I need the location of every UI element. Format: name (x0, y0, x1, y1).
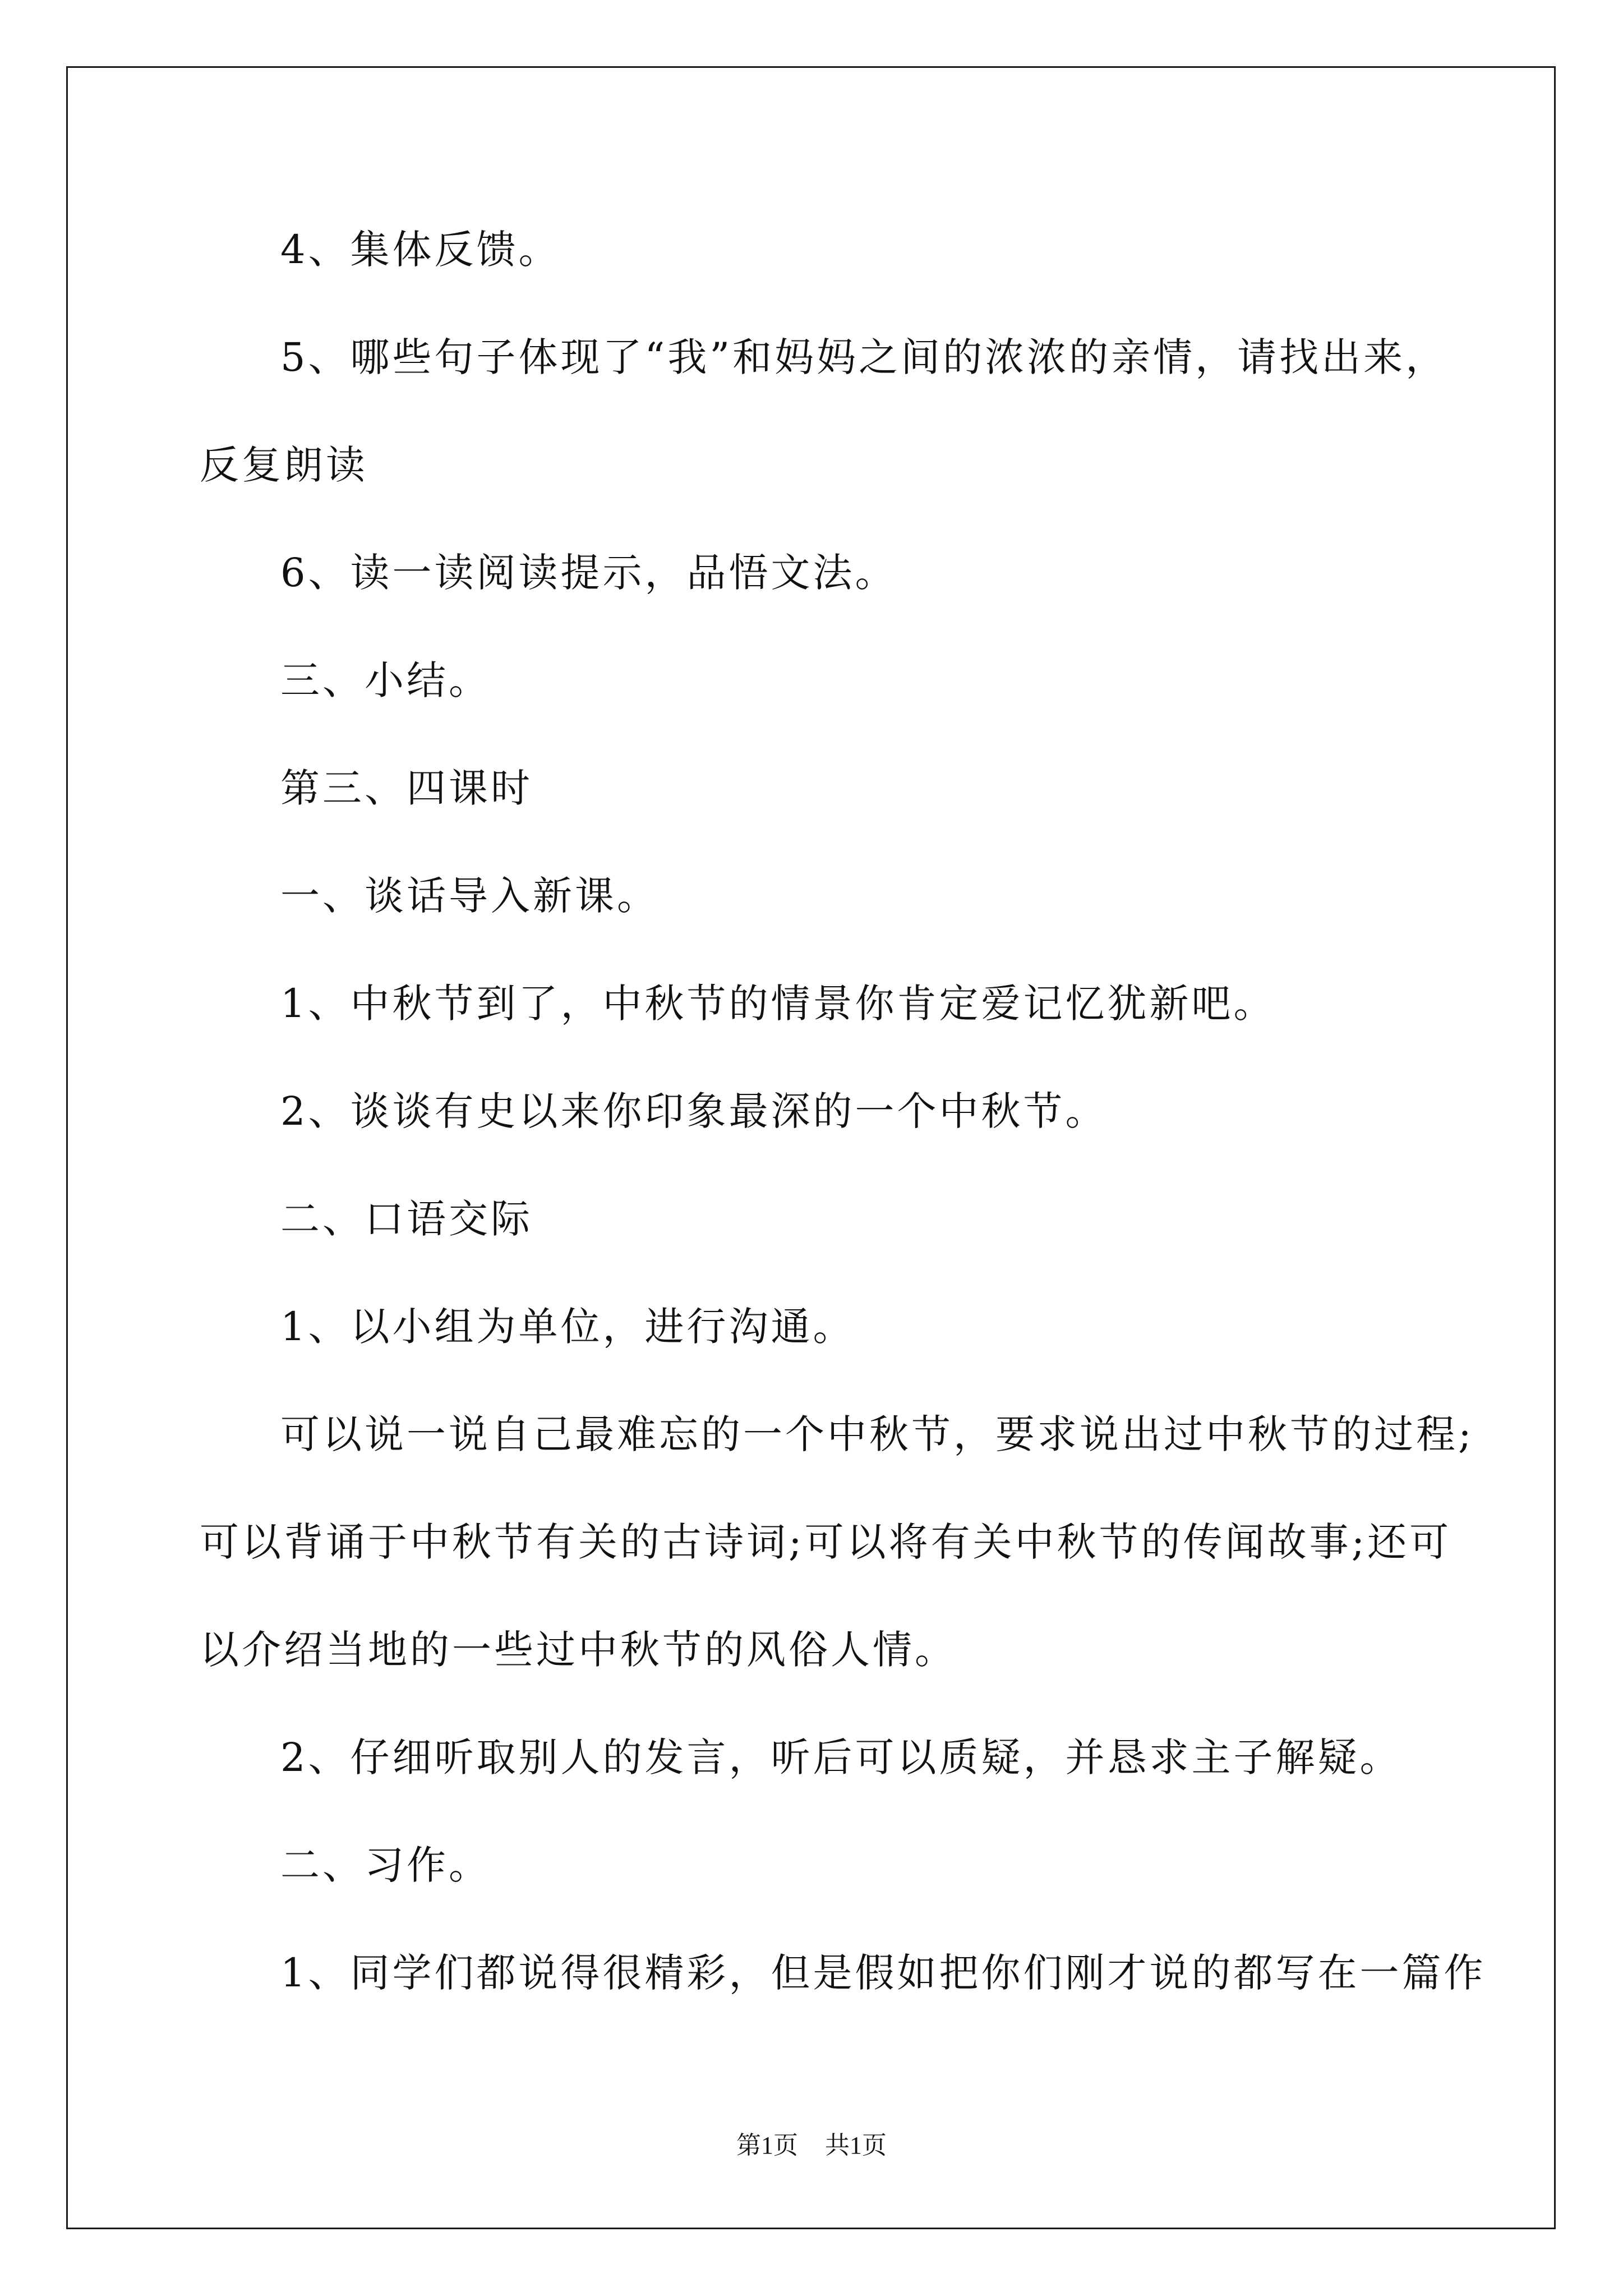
text-line: 4、集体反馈。 (280, 227, 561, 273)
text-line: 5、哪些句子体现了“我”和妈妈之间的浓浓的亲情，请找出来， (280, 334, 1448, 380)
text-line: 反复朗读 (200, 442, 368, 488)
text-line: 二、口语交际 (280, 1196, 533, 1242)
text-line: 第三、四课时 (280, 765, 533, 811)
text-line: 6、读一读阅读提示，品悟文法。 (280, 550, 897, 596)
page-total: 共1页 (825, 2132, 887, 2159)
text-line: 2、谈谈有史以来你印象最深的一个中秋节。 (280, 1088, 1108, 1134)
text-line: 1、中秋节到了，中秋节的情景你肯定爱记忆犹新吧。 (280, 981, 1276, 1027)
text-line: 2、仔细听取别人的发言，听后可以质疑，并恳求主子解疑。 (280, 1734, 1402, 1780)
page-number: 第1页 (736, 2132, 798, 2159)
text-line: 1、以小组为单位，进行沟通。 (280, 1304, 855, 1350)
text-line: 1、同学们都说得很精彩，但是假如把你们刚才说的都写在一篇作 (280, 1950, 1486, 1996)
text-line: 可以背诵于中秋节有关的古诗词;可以将有关中秋节的传闻故事;还可 (200, 1519, 1452, 1565)
text-line: 以介绍当地的一些过中秋节的风俗人情。 (200, 1627, 957, 1673)
text-line: 三、小结。 (280, 657, 491, 703)
text-line: 二、习作。 (280, 1842, 491, 1888)
text-line: 一、谈话导入新课。 (280, 873, 659, 919)
page-footer (0, 2132, 1623, 2160)
text-line: 可以说一说自己最难忘的一个中秋节，要求说出过中秋节的过程; (280, 1411, 1474, 1457)
